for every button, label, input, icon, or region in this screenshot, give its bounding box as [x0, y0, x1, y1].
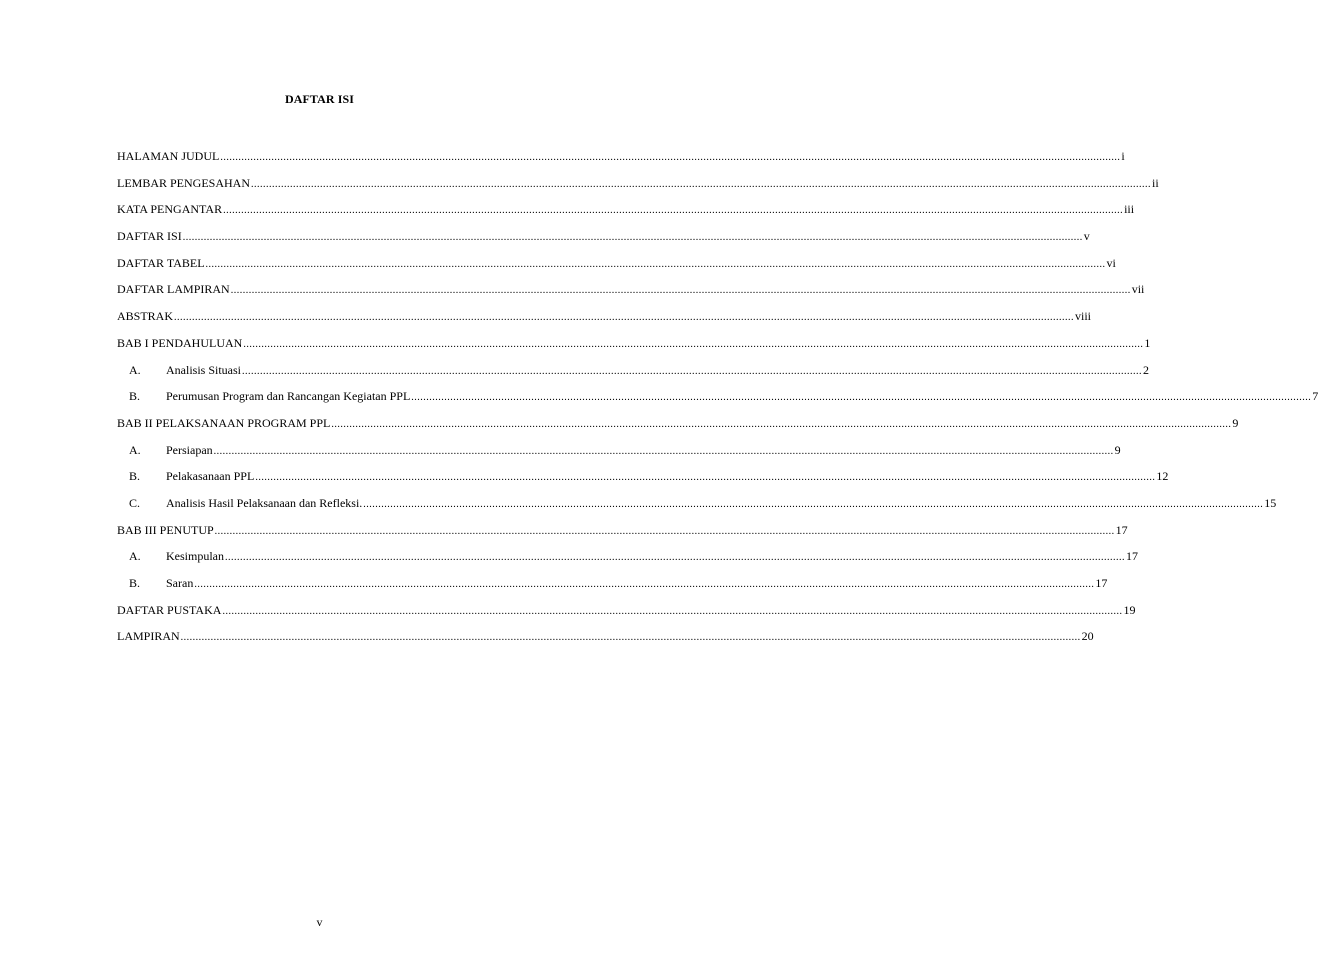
- dot-leader: ............................................................................................................................................................................................................................................................................................................: [174, 312, 1075, 324]
- toc-entry-label: DAFTAR PUSTAKA: [117, 602, 222, 617]
- toc-entry-page-number: 17: [1126, 549, 1138, 564]
- dot-leader: ............................................................................................................................................................................................................................................................................................................: [205, 258, 1106, 270]
- toc-entry[interactable]: [117, 330, 1151, 357]
- toc-entry-label: BAB I PENDAHULUAN: [117, 335, 243, 350]
- toc-entry-label: LAMPIRAN: [117, 629, 180, 644]
- toc-entry-number: B.: [129, 576, 141, 590]
- toc-entry[interactable]: [117, 143, 1125, 170]
- toc-entry[interactable]: [117, 276, 1145, 303]
- dot-leader: ............................................................................................................................................................................................................................................................................................................: [182, 232, 1083, 244]
- table-of-contents: [117, 143, 1318, 650]
- toc-entry[interactable]: [117, 357, 1150, 384]
- toc-entry-label: ABSTRAK: [117, 309, 174, 324]
- toc-entry-label: Kesimpulan: [166, 549, 224, 564]
- dot-leader: ............................................................................................................................................................................................................................................................................................................: [243, 338, 1144, 350]
- dot-leader: ............................................................................................................................................................................................................................................................................................................: [242, 365, 1143, 377]
- toc-entry-page-number: ii: [1152, 175, 1159, 190]
- dot-leader: ............................................................................................................................................................................................................................................................................................................: [214, 525, 1115, 537]
- page-title: DAFTAR ISI: [284, 92, 355, 106]
- toc-entry[interactable]: [117, 223, 1090, 250]
- toc-entry-label: Perumusan Program dan Rancangan Kegiatan PPL: [166, 389, 411, 404]
- toc-entry-label: Saran: [166, 576, 194, 590]
- toc-entry-page-number: 7: [1312, 389, 1318, 404]
- toc-entry-page-number: 9: [1232, 415, 1239, 430]
- dot-leader: ............................................................................................................................................................................................................................................................................................................: [220, 152, 1121, 163]
- toc-entry-page-number: 19: [1123, 602, 1136, 617]
- toc-entry[interactable]: [117, 303, 1092, 330]
- toc-entry-label: BAB II PELAKSANAAN PROGRAM PPL: [117, 415, 331, 430]
- toc-entry-label: BAB III PENUTUP: [117, 522, 214, 537]
- toc-entry-number: C.: [129, 495, 141, 510]
- toc-entry-page-number: 9: [1114, 442, 1121, 457]
- page-number-footer: v: [316, 915, 323, 929]
- toc-entry-page-number: iii: [1124, 202, 1135, 217]
- toc-entry-page-number: 12: [1156, 469, 1169, 484]
- dot-leader: ............................................................................................................................................................................................................................................................................................................: [251, 178, 1152, 190]
- toc-entry[interactable]: [117, 623, 1094, 650]
- toc-entry-label: LEMBAR PENGESAHAN: [117, 175, 251, 190]
- dot-leader: ............................................................................................................................................................................................................................................................................................................: [255, 472, 1156, 484]
- toc-entry[interactable]: [117, 410, 1239, 437]
- toc-entry-label: DAFTAR TABEL: [117, 255, 205, 270]
- toc-entry[interactable]: [117, 517, 1128, 544]
- toc-entry-number: A.: [129, 442, 141, 457]
- dot-leader: ............................................................................................................................................................................................................................................................................................................: [180, 632, 1081, 644]
- toc-entry-page-number: 20: [1081, 629, 1094, 644]
- toc-entry[interactable]: [117, 196, 1135, 223]
- toc-entry-page-number: i: [1121, 149, 1125, 163]
- toc-entry[interactable]: [117, 490, 1277, 517]
- toc-entry-page-number: vii: [1131, 282, 1145, 297]
- toc-entry-page-number: 17: [1115, 522, 1128, 537]
- toc-entry-number: A.: [129, 362, 141, 377]
- toc-entry-label: HALAMAN JUDUL: [117, 149, 220, 163]
- dot-leader: ............................................................................................................................................................................................................................................................................................................: [223, 205, 1124, 217]
- toc-entry-number: A.: [129, 549, 141, 564]
- toc-entry-page-number: 17: [1095, 576, 1108, 590]
- toc-entry-page-number: 2: [1143, 362, 1150, 377]
- toc-entry-number: B.: [129, 469, 141, 484]
- toc-entry[interactable]: [117, 383, 1318, 410]
- dot-leader: ............................................................................................................................................................................................................................................................................................................: [213, 445, 1114, 457]
- toc-entry[interactable]: [117, 250, 1116, 277]
- toc-entry-label: DAFTAR LAMPIRAN: [117, 282, 230, 297]
- toc-entry-page-number: viii: [1075, 309, 1092, 324]
- dot-leader: ............................................................................................................................................................................................................................................................................................................: [363, 498, 1264, 510]
- toc-entry-page-number: 15: [1264, 495, 1277, 510]
- toc-entry[interactable]: [117, 543, 1138, 570]
- dot-leader: ............................................................................................................................................................................................................................................................................................................: [411, 392, 1312, 404]
- toc-entry[interactable]: [117, 570, 1108, 597]
- toc-entry[interactable]: [117, 463, 1169, 490]
- dot-leader: ............................................................................................................................................................................................................................................................................................................: [222, 605, 1123, 617]
- toc-entry-label: Analisis Hasil Pelaksanaan dan Refleksi.: [166, 495, 363, 510]
- toc-entry[interactable]: [117, 170, 1159, 197]
- toc-entry-page-number: vi: [1106, 255, 1116, 270]
- toc-entry-page-number: v: [1083, 229, 1090, 244]
- dot-leader: ............................................................................................................................................................................................................................................................................................................: [225, 552, 1125, 564]
- dot-leader: ............................................................................................................................................................................................................................................................................................................: [194, 579, 1095, 590]
- toc-entry-label: KATA PENGANTAR: [117, 202, 223, 217]
- dot-leader: ............................................................................................................................................................................................................................................................................................................: [230, 285, 1131, 297]
- toc-entry-label: Pelakasanaan PPL: [166, 469, 255, 484]
- toc-entry-number: B.: [129, 389, 141, 404]
- toc-entry-page-number: 1: [1144, 335, 1151, 350]
- toc-entry[interactable]: [117, 597, 1136, 624]
- toc-entry-label: Persiapan: [166, 442, 213, 457]
- toc-entry[interactable]: [117, 437, 1121, 464]
- dot-leader: ............................................................................................................................................................................................................................................................................................................: [331, 418, 1232, 430]
- toc-entry-label: Analisis Situasi: [166, 362, 242, 377]
- toc-entry-label: DAFTAR ISI: [117, 229, 182, 244]
